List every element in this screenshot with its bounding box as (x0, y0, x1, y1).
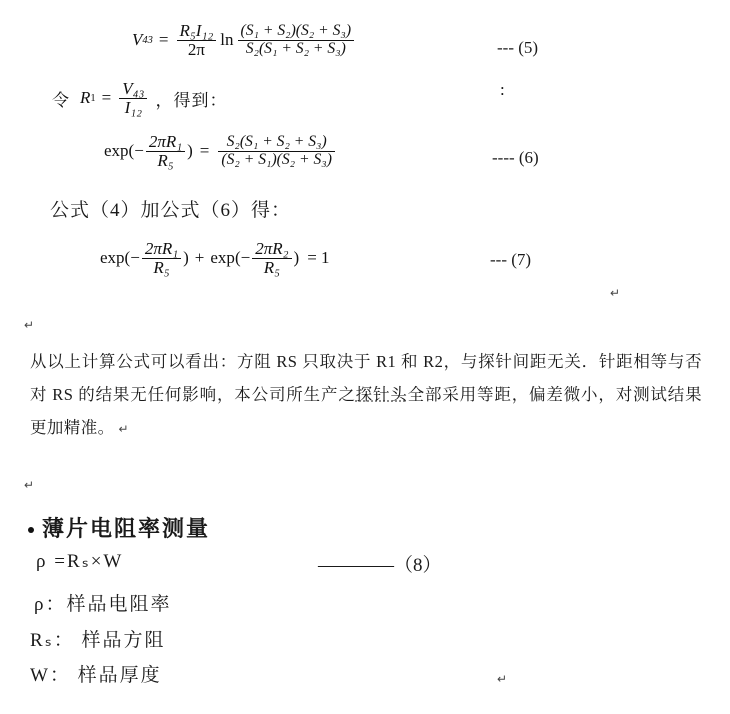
equation-6-exponent-numerator: 2πR₁ (146, 133, 185, 152)
equation-7-exp1: exp (100, 248, 125, 268)
definition-rs: Rₛ： 样品方阻 (30, 630, 166, 651)
let-fraction (119, 80, 147, 117)
equation-5-equals: = (158, 30, 169, 50)
equation-7-tag: --- (7) (490, 250, 532, 269)
equation-5-ratio (238, 23, 355, 57)
paragraph-mark-2: ↵ (24, 318, 35, 332)
equation-6-exponent (146, 133, 185, 170)
equation-6-exponent-denominator: R₅ (157, 150, 174, 170)
equation-7-exponent-1-denominator: R₅ (153, 257, 170, 277)
body-paragraph-underlined-term: 探针头 (355, 385, 408, 404)
let-r1-line (52, 80, 227, 117)
equation-5-coefficient-denominator: 2π (187, 39, 205, 59)
equation-7-minus-2: − (240, 248, 251, 268)
paragraph-end-mark: ↵ (118, 422, 129, 436)
definition-w: W： 样品厚度 (30, 665, 162, 686)
equation-7-plus: + (194, 248, 205, 268)
paragraph-mark-3: ↵ (24, 478, 35, 492)
equation-5-ratio-numerator: (S₁ + S₂)(S₂ + S₃) (238, 23, 355, 40)
formula-8: ρ =Rₛ×W (36, 551, 124, 572)
equation-6: exp ( − $\frac{\text{2πR₁}}{\text{R₅}}$ ) = $\frac{\text{S₂(S₁ + S₂ + S₃)}}{\text{(S₂ + S₁)(S₂ + S₃)}}$ (104, 133, 337, 170)
bullet-icon (28, 527, 34, 533)
equation-5-lhs: V (132, 30, 143, 50)
let-equals: = (101, 88, 112, 108)
equation-5-coefficient (177, 22, 217, 59)
equation-7-exponent-1 (142, 240, 181, 277)
paragraph-mark-4: ↵ (497, 672, 508, 686)
equation-6-exp: exp (104, 141, 129, 161)
equation-5-coefficient-numerator: R₅I₁₂ (177, 22, 217, 41)
equation-5 (132, 22, 356, 59)
section-heading (28, 512, 210, 543)
let-variable: R (80, 88, 91, 108)
let-fraction-denominator: I₁₂ (124, 97, 143, 117)
let-suffix: ，得到： (155, 90, 228, 110)
equation-6-equals: = (199, 141, 210, 161)
equation-7-exponent-2-numerator: 2πR₂ (252, 240, 291, 259)
equation-6-rhs (218, 134, 335, 168)
equation-7: exp ( − $\frac{\text{2πR₁}}{\text{R₅}}$ ) + exp ( − $\frac{\text{2πR₂}}{\text{R₅}}$ ) = 1 (100, 239, 330, 277)
body-paragraph-part-2: 全部采用等距，偏差微小，对测试结果更加精准。 (30, 385, 702, 437)
equation-5-lhs-subscript: 43 (142, 34, 153, 46)
equation-6-tag: ---- (6) (492, 148, 539, 167)
definition-rho: ρ：样品电阻率 (34, 594, 172, 615)
equation-6-minus: − (134, 141, 144, 161)
formula-4-plus-6-text: 公式（4）加公式（6）得： (50, 200, 292, 221)
equation-7-exponent-2 (252, 240, 291, 277)
equation-6-rhs-numerator: S₂(S₁ + S₂ + S₃) (218, 134, 335, 151)
equation-7-exponent-2-denominator: R₅ (263, 257, 280, 277)
equation-7-equals-one: = 1 (307, 248, 330, 268)
equation-5-ln: ln (220, 30, 234, 50)
let-fraction-numerator: V₄₃ (119, 80, 147, 99)
equation-6-rhs-denominator: (S₂ + S₁)(S₂ + S₃) (221, 150, 332, 168)
equation-7-exp2: exp (210, 248, 235, 268)
let-line-colon: : (500, 80, 505, 99)
equation-7-minus-1: − (130, 248, 140, 268)
equation-7-exponent-1-numerator: 2πR₁ (142, 240, 181, 259)
equation-5-ratio-denominator: S₂(S₁ + S₂ + S₃) (245, 39, 346, 57)
let-prefix: 令 (52, 90, 70, 110)
paragraph-mark-1: ↵ (610, 286, 621, 300)
equation-5-tag: --- (5) (497, 38, 539, 57)
section-heading-label: 薄片电阻率测量 (42, 516, 211, 541)
body-paragraph (30, 345, 702, 446)
let-variable-subscript: 1 (90, 92, 96, 104)
body-paragraph-part-1: 从以上计算公式可以看出：方阻 RS 只取决于 R1 和 R2，与探针间距无关．针距相等与否对 RS 的结果无任何影响，本公司所生产之 (30, 352, 702, 404)
formula-8-tag: ————（8） (318, 555, 442, 576)
